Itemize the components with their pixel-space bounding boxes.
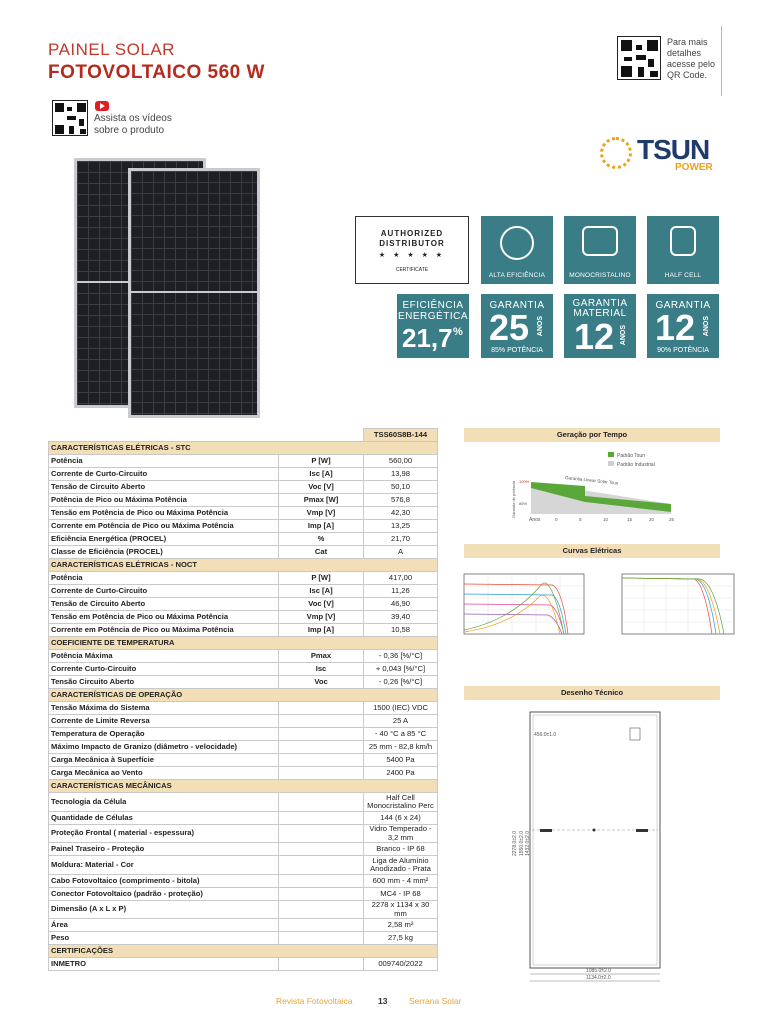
iv-curve-chart	[452, 570, 594, 650]
row-value: A	[364, 546, 438, 559]
title-line2: FOTOVOLTAICO 560 W	[48, 62, 265, 83]
row-label: Potência Máxima	[49, 650, 279, 663]
row-unit: Voc [V]	[279, 481, 364, 494]
row-label: Tensão Máxima do Sistema	[49, 702, 279, 715]
svg-text:Garantia de potência: Garantia de potência	[511, 480, 516, 518]
row-value: Half Cell Monocristalino Perc	[364, 793, 438, 812]
youtube-icon[interactable]	[95, 101, 109, 111]
row-value: 46,90	[364, 598, 438, 611]
row-unit: Pmax	[279, 650, 364, 663]
tsun-logo	[600, 134, 720, 174]
table-row	[49, 901, 438, 919]
garantia-12-badge: GARANTIA 12 ANOS 90% POTÊNCIA	[647, 294, 719, 358]
row-unit: Pmax [W]	[279, 494, 364, 507]
row-value: 600 mm - 4 mm²	[364, 875, 438, 888]
legend-tsun: Padrão Tsun	[617, 453, 645, 459]
row-label: Eficiência Energética (PROCEL)	[49, 533, 279, 546]
row-unit	[279, 728, 364, 741]
logo-sub: POWER	[675, 162, 713, 173]
row-label: Carga Mecânica à Superfície	[49, 754, 279, 767]
row-unit	[279, 715, 364, 728]
row-label: Classe de Eficiência (PROCEL)	[49, 546, 279, 559]
row-unit	[279, 888, 364, 901]
table-row	[49, 767, 438, 780]
table-row	[49, 919, 438, 932]
row-unit: Vmp [V]	[279, 611, 364, 624]
section-desenho-header: Desenho Técnico	[464, 686, 720, 700]
footer-left: Revista Fotovoltaica	[276, 996, 353, 1006]
row-label: Tensão em Potência de Pico ou Máxima Potência	[49, 611, 279, 624]
video-note: Assista os vídeos sobre o produto	[94, 113, 172, 136]
row-label: Conector Fotovoltaico (padrão - proteção)	[49, 888, 279, 901]
row-label: Corrente de Curto-Circuito	[49, 585, 279, 598]
row-label: Tensão em Potência de Pico ou Máxima Potência	[49, 507, 279, 520]
row-value: Vidro Temperado - 3,2 mm	[364, 825, 438, 843]
svg-text:1550.0±2.0: 1550.0±2.0	[519, 831, 525, 856]
table-section-row	[49, 689, 438, 702]
solar-panel-image-front	[128, 168, 260, 418]
table-row	[49, 932, 438, 945]
table-row	[49, 875, 438, 888]
table-header-row	[49, 429, 438, 442]
row-label: Peso	[49, 932, 279, 945]
table-row	[49, 507, 438, 520]
svg-text:0: 0	[555, 517, 558, 522]
row-value: MC4 - IP 68	[364, 888, 438, 901]
svg-text:1134.0±2.0: 1134.0±2.0	[586, 975, 611, 981]
table-section-row	[49, 637, 438, 650]
pv-curve-chart	[604, 570, 746, 650]
svg-text:2278.0±2.0: 2278.0±2.0	[512, 831, 518, 856]
section-title: CARACTERÍSTICAS MECÂNICAS	[49, 780, 438, 793]
table-row	[49, 533, 438, 546]
row-unit	[279, 856, 364, 875]
table-row	[49, 624, 438, 637]
row-unit: Isc [A]	[279, 585, 364, 598]
row-unit: Imp [A]	[279, 520, 364, 533]
table-row	[49, 958, 438, 971]
row-label: Temperatura de Operação	[49, 728, 279, 741]
table-row	[49, 715, 438, 728]
table-row	[49, 468, 438, 481]
row-label: Cabo Fotovoltaico (comprimento - bitola)	[49, 875, 279, 888]
header-separator	[721, 26, 722, 96]
table-row	[49, 843, 438, 856]
svg-text:15: 15	[627, 517, 633, 522]
row-label: Corrente em Potência de Pico ou Máxima Potência	[49, 624, 279, 637]
table-row	[49, 676, 438, 689]
model-header: TSS60S8B-144	[364, 429, 438, 442]
table-section-row	[49, 442, 438, 455]
table-row	[49, 728, 438, 741]
eficiencia-badge: EFICIÊNCIA ENERGÉTICA 21,7 %	[397, 294, 469, 358]
table-row	[49, 598, 438, 611]
video-qr-code-icon[interactable]	[52, 100, 88, 136]
svg-text:10: 10	[603, 517, 609, 522]
row-value: 10,58	[364, 624, 438, 637]
logo-name: TSUN	[637, 134, 710, 165]
section-geracao-header: Geração por Tempo	[464, 428, 720, 442]
table-row	[49, 572, 438, 585]
table-section-row	[49, 559, 438, 572]
row-label: Proteção Frontal ( material - espessura)	[49, 825, 279, 843]
table-row	[49, 520, 438, 533]
row-value: 13,98	[364, 468, 438, 481]
sun-icon	[600, 137, 632, 169]
row-unit: Voc	[279, 676, 364, 689]
svg-text:20: 20	[649, 517, 655, 522]
table-row	[49, 481, 438, 494]
svg-text:456.0±1.0: 456.0±1.0	[534, 732, 557, 738]
row-unit: Isc	[279, 663, 364, 676]
row-unit	[279, 843, 364, 856]
row-unit	[279, 741, 364, 754]
svg-text:5: 5	[579, 517, 582, 522]
row-value: - 0,26 [%/°C]	[364, 676, 438, 689]
row-value: - 0,36 [%/°C]	[364, 650, 438, 663]
half-cell-badge: HALF CELL	[647, 216, 719, 284]
svg-text:100%: 100%	[519, 479, 530, 484]
row-unit	[279, 932, 364, 945]
garantia-material-badge: GARANTIA MATERIAL 12 ANOS	[564, 294, 636, 358]
row-label: Área	[49, 919, 279, 932]
row-label: Máximo Impacto de Granizo (diâmetro - velocidade)	[49, 741, 279, 754]
garantia-25-badge: GARANTIA 25 ANOS 85% POTÊNCIA	[481, 294, 553, 358]
row-value: 1500 (IEC) VDC	[364, 702, 438, 715]
row-unit: Vmp [V]	[279, 507, 364, 520]
row-value: 2400 Pa	[364, 767, 438, 780]
row-label: Tensão Circuito Aberto	[49, 676, 279, 689]
svg-text:1432.0±2.0: 1432.0±2.0	[525, 831, 531, 856]
alta-eficiencia-badge: ALTA EFICIÊNCIA	[481, 216, 553, 284]
section-title: CARACTERÍSTICAS ELÉTRICAS - NOCT	[49, 559, 438, 572]
row-label: Moldura: Material - Cor	[49, 856, 279, 875]
row-label: Potência	[49, 455, 279, 468]
row-unit	[279, 825, 364, 843]
row-unit	[279, 702, 364, 715]
row-label: Painel Traseiro - Proteção	[49, 843, 279, 856]
geracao-chart	[505, 448, 695, 528]
row-value: 27,5 kg	[364, 932, 438, 945]
half-cell-icon	[670, 226, 696, 256]
row-label: Carga Mecânica ao Vento	[49, 767, 279, 780]
authorized-distributor-badge: AUTHORIZED DISTRIBUTOR ★ ★ ★ ★ ★ CERTIFICATE	[355, 216, 469, 284]
svg-text:25: 25	[669, 517, 675, 522]
section-title: CARACTERÍSTICAS DE OPERAÇÃO	[49, 689, 438, 702]
row-unit: P [W]	[279, 572, 364, 585]
table-section-row	[49, 945, 438, 958]
svg-text:Garantia Linear Solar Tsun: Garantia Linear Solar Tsun	[564, 475, 619, 486]
row-value: 21,70	[364, 533, 438, 546]
row-value: 42,30	[364, 507, 438, 520]
row-value: 5400 Pa	[364, 754, 438, 767]
row-unit	[279, 958, 364, 971]
table-row	[49, 494, 438, 507]
row-value: 2278 x 1134 x 30 mm	[364, 901, 438, 919]
qr-code-icon[interactable]	[617, 36, 661, 80]
gauge-icon	[500, 226, 534, 260]
table-row	[49, 888, 438, 901]
legend-industrial: Padrão Industrial	[617, 462, 655, 468]
spec-table	[48, 428, 438, 971]
table-row	[49, 663, 438, 676]
table-row	[49, 611, 438, 624]
svg-text:Anos: Anos	[529, 517, 541, 523]
table-row	[49, 650, 438, 663]
row-unit: Voc [V]	[279, 598, 364, 611]
row-unit	[279, 919, 364, 932]
row-value: + 0,043 [%/°C]	[364, 663, 438, 676]
table-row	[49, 793, 438, 812]
footer-page: 13	[378, 996, 388, 1006]
cells-icon	[582, 226, 618, 256]
technical-drawing	[490, 706, 690, 986]
row-value: 417,00	[364, 572, 438, 585]
row-label: Corrente em Potência de Pico ou Máxima Potência	[49, 520, 279, 533]
table-row	[49, 754, 438, 767]
table-row	[49, 741, 438, 754]
row-value: Liga de Alumínio Anodizado - Prata	[364, 856, 438, 875]
row-unit	[279, 812, 364, 825]
row-label: Corrente de Limite Reversa	[49, 715, 279, 728]
row-unit: Imp [A]	[279, 624, 364, 637]
row-value: 009740/2022	[364, 958, 438, 971]
svg-text:85%: 85%	[519, 501, 528, 506]
table-row	[49, 702, 438, 715]
row-label: Dimensão (A x L x P)	[49, 901, 279, 919]
row-unit	[279, 901, 364, 919]
row-label: Tensão de Circuito Aberto	[49, 481, 279, 494]
row-label: Tecnologia da Célula	[49, 793, 279, 812]
row-value: Branco - IP 68	[364, 843, 438, 856]
row-value: 560,00	[364, 455, 438, 468]
section-title: COEFICIENTE DE TEMPERATURA	[49, 637, 438, 650]
row-label: INMETRO	[49, 958, 279, 971]
table-row	[49, 856, 438, 875]
row-value: - 40 °C a 85 °C	[364, 728, 438, 741]
row-unit	[279, 875, 364, 888]
row-value: 13,25	[364, 520, 438, 533]
row-unit: P [W]	[279, 455, 364, 468]
monocristalino-badge: MONOCRISTALINO	[564, 216, 636, 284]
row-label: Quantidade de Células	[49, 812, 279, 825]
row-value: 11,26	[364, 585, 438, 598]
section-title: CERTIFICAÇÕES	[49, 945, 438, 958]
row-label: Tensão de Circuito Aberto	[49, 598, 279, 611]
table-row	[49, 455, 438, 468]
row-unit: Isc [A]	[279, 468, 364, 481]
qr-note: Para mais detalhes acesse pelo QR Code.	[667, 37, 716, 80]
table-row	[49, 812, 438, 825]
table-section-row	[49, 780, 438, 793]
table-row	[49, 825, 438, 843]
row-value: 144 (6 x 24)	[364, 812, 438, 825]
row-unit	[279, 767, 364, 780]
table-row	[49, 546, 438, 559]
row-label: Corrente de Curto-Circuito	[49, 468, 279, 481]
row-unit: %	[279, 533, 364, 546]
footer-right: Serrana Solar	[409, 996, 462, 1006]
svg-text:1085.0±2.0: 1085.0±2.0	[586, 968, 611, 974]
row-value: 2,58 m²	[364, 919, 438, 932]
row-value: 25 mm - 82,8 km/h	[364, 741, 438, 754]
row-value: 576,8	[364, 494, 438, 507]
row-value: 25 A	[364, 715, 438, 728]
table-row	[49, 585, 438, 598]
title-line1: PAINEL SOLAR	[48, 40, 175, 59]
row-label: Potência	[49, 572, 279, 585]
row-label: Corrente Curto-Circuito	[49, 663, 279, 676]
row-unit: Cat	[279, 546, 364, 559]
row-value: 39,40	[364, 611, 438, 624]
row-unit	[279, 793, 364, 812]
section-title: CARACTERÍSTICAS ELÉTRICAS - STC	[49, 442, 438, 455]
row-value: 50,10	[364, 481, 438, 494]
section-curvas-header: Curvas Elétricas	[464, 544, 720, 558]
row-unit	[279, 754, 364, 767]
row-label: Potência de Pico ou Máxima Potência	[49, 494, 279, 507]
